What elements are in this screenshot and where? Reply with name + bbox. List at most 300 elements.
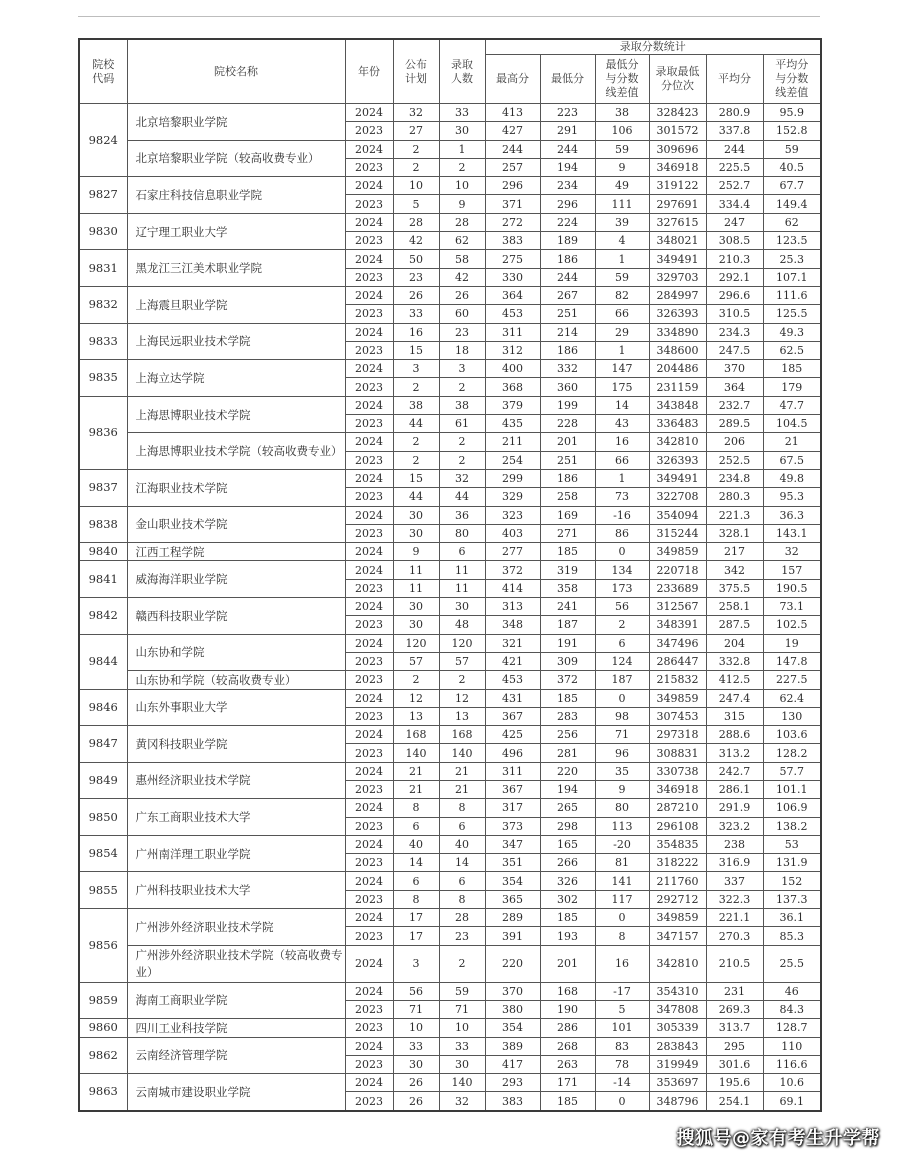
cell-avg-diff: 131.9 xyxy=(763,854,821,872)
header-avg: 平均分 xyxy=(706,55,763,104)
cell-min-rank: 346918 xyxy=(649,780,706,798)
cell-min-diff: 80 xyxy=(595,799,649,817)
cell-avg-score: 286.1 xyxy=(706,780,763,798)
cell-year: 2024 xyxy=(345,1074,393,1092)
cell-admitted: 1 xyxy=(439,140,485,158)
cell-admitted: 42 xyxy=(439,268,485,286)
cell-admitted: 40 xyxy=(439,835,485,853)
cell-admitted: 10 xyxy=(439,1019,485,1037)
table-row xyxy=(79,762,821,780)
school-name: 海南工商职业学院 xyxy=(127,982,345,1019)
school-name: 辽宁理工职业大学 xyxy=(127,213,345,250)
cell-max-score: 254 xyxy=(485,451,540,469)
school-name: 黄冈科技职业学院 xyxy=(127,726,345,763)
cell-avg-score: 225.5 xyxy=(706,158,763,176)
cell-min-rank: 231159 xyxy=(649,378,706,396)
cell-admitted: 2 xyxy=(439,378,485,396)
cell-avg-score: 322.3 xyxy=(706,890,763,908)
cell-max-score: 323 xyxy=(485,506,540,524)
cell-avg-diff: 25.3 xyxy=(763,250,821,268)
cell-plan: 2 xyxy=(393,433,439,451)
cell-min-score: 224 xyxy=(540,213,595,231)
cell-avg-score: 292.1 xyxy=(706,268,763,286)
cell-max-score: 275 xyxy=(485,250,540,268)
cell-admitted: 12 xyxy=(439,689,485,707)
cell-avg-score: 234.8 xyxy=(706,469,763,487)
cell-avg-diff: 95.3 xyxy=(763,488,821,506)
cell-min-diff: 56 xyxy=(595,598,649,616)
cell-min-score: 190 xyxy=(540,1000,595,1018)
cell-max-score: 330 xyxy=(485,268,540,286)
school-name: 上海思博职业技术学院（较高收费专业） xyxy=(127,433,345,470)
table-row xyxy=(79,799,821,817)
school-code: 9859 xyxy=(79,982,127,1019)
table-row xyxy=(79,360,821,378)
cell-avg-diff: 111.6 xyxy=(763,286,821,304)
cell-avg-score: 310.5 xyxy=(706,305,763,323)
cell-admitted: 26 xyxy=(439,286,485,304)
cell-year: 2023 xyxy=(345,524,393,542)
cell-min-rank: 309696 xyxy=(649,140,706,158)
cell-year: 2023 xyxy=(345,890,393,908)
cell-min-score: 168 xyxy=(540,982,595,1000)
cell-avg-diff: 69.1 xyxy=(763,1092,821,1111)
school-name: 赣西科技职业学院 xyxy=(127,598,345,635)
table-row xyxy=(79,177,821,195)
cell-year: 2024 xyxy=(345,396,393,414)
cell-avg-score: 280.3 xyxy=(706,488,763,506)
cell-avg-diff: 59 xyxy=(763,140,821,158)
cell-min-diff: 71 xyxy=(595,726,649,744)
cell-avg-diff: 190.5 xyxy=(763,579,821,597)
cell-min-score: 281 xyxy=(540,744,595,762)
cell-min-score: 185 xyxy=(540,1092,595,1111)
cell-admitted: 6 xyxy=(439,817,485,835)
cell-plan: 2 xyxy=(393,140,439,158)
cell-avg-diff: 62 xyxy=(763,213,821,231)
cell-plan: 30 xyxy=(393,506,439,524)
cell-avg-score: 231 xyxy=(706,982,763,1000)
cell-max-score: 312 xyxy=(485,341,540,359)
cell-year: 2024 xyxy=(345,561,393,579)
cell-avg-score: 316.9 xyxy=(706,854,763,872)
table-row xyxy=(79,835,821,853)
admission-score-table xyxy=(78,38,822,1112)
cell-plan: 120 xyxy=(393,634,439,652)
cell-year: 2024 xyxy=(345,1037,393,1055)
school-name: 云南经济管理学院 xyxy=(127,1037,345,1074)
cell-year: 2024 xyxy=(345,250,393,268)
cell-avg-score: 234.3 xyxy=(706,323,763,341)
cell-admitted: 33 xyxy=(439,104,485,122)
cell-admitted: 168 xyxy=(439,726,485,744)
cell-min-diff: 4 xyxy=(595,232,649,250)
cell-min-rank: 348600 xyxy=(649,341,706,359)
cell-avg-diff: 84.3 xyxy=(763,1000,821,1018)
school-code: 9838 xyxy=(79,506,127,543)
cell-avg-score: 342 xyxy=(706,561,763,579)
cell-max-score: 277 xyxy=(485,543,540,561)
cell-plan: 11 xyxy=(393,561,439,579)
cell-year: 2024 xyxy=(345,835,393,853)
school-name: 山东外事职业大学 xyxy=(127,689,345,726)
cell-admitted: 2 xyxy=(439,451,485,469)
cell-avg-diff: 138.2 xyxy=(763,817,821,835)
cell-avg-score: 244 xyxy=(706,140,763,158)
cell-min-diff: 0 xyxy=(595,543,649,561)
cell-max-score: 365 xyxy=(485,890,540,908)
cell-min-diff: 106 xyxy=(595,122,649,140)
cell-plan: 30 xyxy=(393,598,439,616)
cell-year: 2023 xyxy=(345,451,393,469)
cell-min-rank: 326393 xyxy=(649,451,706,469)
cell-avg-diff: 152 xyxy=(763,872,821,890)
cell-min-rank: 322708 xyxy=(649,488,706,506)
cell-min-diff: 8 xyxy=(595,927,649,945)
cell-avg-score: 328.1 xyxy=(706,524,763,542)
cell-min-diff: -20 xyxy=(595,835,649,853)
cell-admitted: 80 xyxy=(439,524,485,542)
cell-min-diff: 16 xyxy=(595,433,649,451)
cell-min-diff: 9 xyxy=(595,780,649,798)
table-row xyxy=(79,1037,821,1055)
school-name: 上海震旦职业学院 xyxy=(127,286,345,323)
cell-avg-diff: 25.5 xyxy=(763,945,821,982)
cell-min-rank: 353697 xyxy=(649,1074,706,1092)
cell-min-diff: 39 xyxy=(595,213,649,231)
cell-avg-score: 258.1 xyxy=(706,598,763,616)
cell-min-diff: 29 xyxy=(595,323,649,341)
cell-year: 2024 xyxy=(345,104,393,122)
table-row xyxy=(79,104,821,122)
cell-max-score: 417 xyxy=(485,1055,540,1073)
cell-year: 2024 xyxy=(345,982,393,1000)
cell-admitted: 61 xyxy=(439,415,485,433)
cell-year: 2023 xyxy=(345,817,393,835)
cell-admitted: 59 xyxy=(439,982,485,1000)
header-min-diff: 最低分 与分数 线差值 xyxy=(595,55,649,104)
cell-year: 2023 xyxy=(345,488,393,506)
cell-admitted: 48 xyxy=(439,616,485,634)
cell-plan: 30 xyxy=(393,616,439,634)
cell-avg-score: 210.5 xyxy=(706,945,763,982)
cell-plan: 8 xyxy=(393,890,439,908)
table-row xyxy=(79,598,821,616)
school-name: 四川工业科技学院 xyxy=(127,1019,345,1037)
cell-min-score: 251 xyxy=(540,305,595,323)
cell-min-score: 171 xyxy=(540,1074,595,1092)
cell-min-rank: 328423 xyxy=(649,104,706,122)
cell-admitted: 120 xyxy=(439,634,485,652)
cell-min-score: 185 xyxy=(540,543,595,561)
cell-max-score: 272 xyxy=(485,213,540,231)
cell-min-score: 186 xyxy=(540,469,595,487)
cell-plan: 2 xyxy=(393,378,439,396)
cell-plan: 71 xyxy=(393,1000,439,1018)
cell-min-diff: 43 xyxy=(595,415,649,433)
school-code: 9860 xyxy=(79,1019,127,1037)
cell-admitted: 10 xyxy=(439,177,485,195)
cell-plan: 32 xyxy=(393,104,439,122)
cell-min-diff: 82 xyxy=(595,286,649,304)
cell-avg-score: 280.9 xyxy=(706,104,763,122)
cell-avg-score: 238 xyxy=(706,835,763,853)
table-body xyxy=(79,104,821,1111)
cell-plan: 23 xyxy=(393,268,439,286)
cell-min-score: 185 xyxy=(540,909,595,927)
cell-admitted: 28 xyxy=(439,213,485,231)
cell-avg-diff: 128.7 xyxy=(763,1019,821,1037)
cell-max-score: 348 xyxy=(485,616,540,634)
cell-plan: 26 xyxy=(393,1092,439,1111)
cell-avg-score: 247.4 xyxy=(706,689,763,707)
school-code: 9827 xyxy=(79,177,127,214)
cell-min-rank: 301572 xyxy=(649,122,706,140)
cell-avg-diff: 104.5 xyxy=(763,415,821,433)
cell-year: 2023 xyxy=(345,378,393,396)
cell-min-score: 298 xyxy=(540,817,595,835)
cell-min-diff: 66 xyxy=(595,451,649,469)
cell-admitted: 8 xyxy=(439,890,485,908)
cell-min-score: 358 xyxy=(540,579,595,597)
cell-min-diff: 66 xyxy=(595,305,649,323)
cell-max-score: 211 xyxy=(485,433,540,451)
cell-min-diff: 0 xyxy=(595,1092,649,1111)
cell-avg-diff: 130 xyxy=(763,707,821,725)
cell-min-score: 214 xyxy=(540,323,595,341)
cell-admitted: 140 xyxy=(439,744,485,762)
cell-avg-score: 288.6 xyxy=(706,726,763,744)
school-code: 9837 xyxy=(79,469,127,506)
header-plan: 公布 计划 xyxy=(393,39,439,104)
cell-admitted: 2 xyxy=(439,433,485,451)
cell-min-score: 201 xyxy=(540,945,595,982)
table-row xyxy=(79,396,821,414)
cell-admitted: 13 xyxy=(439,707,485,725)
cell-min-diff: 38 xyxy=(595,104,649,122)
cell-plan: 140 xyxy=(393,744,439,762)
cell-plan: 26 xyxy=(393,286,439,304)
cell-admitted: 60 xyxy=(439,305,485,323)
cell-admitted: 2 xyxy=(439,945,485,982)
cell-admitted: 2 xyxy=(439,671,485,689)
cell-plan: 13 xyxy=(393,707,439,725)
cell-min-rank: 215832 xyxy=(649,671,706,689)
header-name: 院校名称 xyxy=(127,39,345,104)
cell-admitted: 71 xyxy=(439,1000,485,1018)
cell-min-score: 326 xyxy=(540,872,595,890)
cell-min-diff: 59 xyxy=(595,268,649,286)
cell-plan: 6 xyxy=(393,872,439,890)
cell-year: 2024 xyxy=(345,469,393,487)
school-code: 9846 xyxy=(79,689,127,726)
cell-year: 2023 xyxy=(345,927,393,945)
cell-min-rank: 297691 xyxy=(649,195,706,213)
cell-avg-diff: 73.1 xyxy=(763,598,821,616)
table-row xyxy=(79,689,821,707)
cell-year: 2024 xyxy=(345,689,393,707)
cell-min-score: 193 xyxy=(540,927,595,945)
cell-avg-diff: 40.5 xyxy=(763,158,821,176)
table-row xyxy=(79,506,821,524)
cell-max-score: 371 xyxy=(485,195,540,213)
cell-avg-score: 206 xyxy=(706,433,763,451)
cell-min-diff: 14 xyxy=(595,396,649,414)
cell-min-rank: 347808 xyxy=(649,1000,706,1018)
cell-year: 2023 xyxy=(345,341,393,359)
cell-max-score: 496 xyxy=(485,744,540,762)
cell-min-score: 244 xyxy=(540,268,595,286)
cell-max-score: 367 xyxy=(485,780,540,798)
cell-avg-diff: 19 xyxy=(763,634,821,652)
cell-min-score: 194 xyxy=(540,780,595,798)
cell-year: 2024 xyxy=(345,909,393,927)
cell-avg-diff: 21 xyxy=(763,433,821,451)
cell-plan: 14 xyxy=(393,854,439,872)
cell-min-rank: 334890 xyxy=(649,323,706,341)
cell-max-score: 383 xyxy=(485,232,540,250)
cell-avg-score: 247.5 xyxy=(706,341,763,359)
cell-min-score: 332 xyxy=(540,360,595,378)
cell-plan: 27 xyxy=(393,122,439,140)
cell-max-score: 400 xyxy=(485,360,540,378)
cell-min-rank: 319122 xyxy=(649,177,706,195)
cell-min-rank: 346918 xyxy=(649,158,706,176)
cell-min-diff: 83 xyxy=(595,1037,649,1055)
cell-admitted: 23 xyxy=(439,927,485,945)
cell-year: 2023 xyxy=(345,1019,393,1037)
cell-min-diff: 59 xyxy=(595,140,649,158)
school-name: 石家庄科技信息职业学院 xyxy=(127,177,345,214)
school-name: 广东工商职业技术大学 xyxy=(127,799,345,836)
table-row xyxy=(79,213,821,231)
cell-avg-score: 287.5 xyxy=(706,616,763,634)
cell-max-score: 373 xyxy=(485,817,540,835)
cell-min-score: 234 xyxy=(540,177,595,195)
cell-min-rank: 349491 xyxy=(649,469,706,487)
cell-min-score: 302 xyxy=(540,890,595,908)
cell-plan: 17 xyxy=(393,909,439,927)
cell-min-rank: 327615 xyxy=(649,213,706,231)
header-admitted: 录取 人数 xyxy=(439,39,485,104)
cell-min-diff: 101 xyxy=(595,1019,649,1037)
header-year: 年份 xyxy=(345,39,393,104)
cell-avg-diff: 227.5 xyxy=(763,671,821,689)
cell-avg-score: 332.8 xyxy=(706,652,763,670)
cell-admitted: 14 xyxy=(439,854,485,872)
cell-min-diff: 1 xyxy=(595,341,649,359)
cell-min-score: 372 xyxy=(540,671,595,689)
school-code: 9856 xyxy=(79,909,127,983)
cell-min-rank: 211760 xyxy=(649,872,706,890)
cell-year: 2023 xyxy=(345,744,393,762)
cell-min-rank: 347496 xyxy=(649,634,706,652)
cell-year: 2024 xyxy=(345,945,393,982)
cell-min-diff: 6 xyxy=(595,634,649,652)
cell-max-score: 427 xyxy=(485,122,540,140)
header-stats-group: 录取分数统计 xyxy=(485,39,821,55)
cell-avg-diff: 32 xyxy=(763,543,821,561)
school-name: 金山职业技术学院 xyxy=(127,506,345,543)
cell-max-score: 453 xyxy=(485,305,540,323)
cell-min-diff: 113 xyxy=(595,817,649,835)
cell-year: 2023 xyxy=(345,268,393,286)
cell-year: 2024 xyxy=(345,433,393,451)
cell-avg-score: 323.2 xyxy=(706,817,763,835)
cell-avg-score: 296.6 xyxy=(706,286,763,304)
cell-year: 2024 xyxy=(345,213,393,231)
cell-year: 2024 xyxy=(345,360,393,378)
school-code: 9863 xyxy=(79,1074,127,1111)
cell-avg-score: 313.7 xyxy=(706,1019,763,1037)
cell-min-score: 268 xyxy=(540,1037,595,1055)
cell-min-diff: 117 xyxy=(595,890,649,908)
cell-min-rank: 354094 xyxy=(649,506,706,524)
cell-min-rank: 286447 xyxy=(649,652,706,670)
table-row xyxy=(79,634,821,652)
cell-max-score: 313 xyxy=(485,598,540,616)
table-row xyxy=(79,671,821,689)
cell-admitted: 2 xyxy=(439,158,485,176)
cell-admitted: 18 xyxy=(439,341,485,359)
school-name: 黑龙江三江美术职业学院 xyxy=(127,250,345,287)
cell-min-rank: 354310 xyxy=(649,982,706,1000)
cell-plan: 8 xyxy=(393,799,439,817)
cell-min-diff: 98 xyxy=(595,707,649,725)
school-code: 9862 xyxy=(79,1037,127,1074)
cell-avg-score: 254.1 xyxy=(706,1092,763,1111)
cell-min-rank: 343848 xyxy=(649,396,706,414)
cell-avg-diff: 36.1 xyxy=(763,909,821,927)
cell-min-score: 319 xyxy=(540,561,595,579)
table-row xyxy=(79,433,821,451)
cell-min-rank: 349859 xyxy=(649,689,706,707)
cell-admitted: 62 xyxy=(439,232,485,250)
cell-max-score: 421 xyxy=(485,652,540,670)
cell-plan: 16 xyxy=(393,323,439,341)
cell-avg-diff: 36.3 xyxy=(763,506,821,524)
cell-min-score: 228 xyxy=(540,415,595,433)
cell-min-diff: 1 xyxy=(595,250,649,268)
cell-avg-score: 252.5 xyxy=(706,451,763,469)
cell-min-diff: 141 xyxy=(595,872,649,890)
cell-min-rank: 283843 xyxy=(649,1037,706,1055)
cell-admitted: 3 xyxy=(439,360,485,378)
cell-avg-score: 269.3 xyxy=(706,1000,763,1018)
cell-year: 2024 xyxy=(345,177,393,195)
cell-min-rank: 233689 xyxy=(649,579,706,597)
cell-max-score: 311 xyxy=(485,762,540,780)
cell-year: 2024 xyxy=(345,726,393,744)
cell-max-score: 383 xyxy=(485,1092,540,1111)
table-row xyxy=(79,140,821,158)
cell-avg-score: 337.8 xyxy=(706,122,763,140)
header-code: 院校 代码 xyxy=(79,39,127,104)
school-name: 威海海洋职业学院 xyxy=(127,561,345,598)
cell-admitted: 58 xyxy=(439,250,485,268)
cell-admitted: 36 xyxy=(439,506,485,524)
cell-max-score: 293 xyxy=(485,1074,540,1092)
table-row xyxy=(79,909,821,927)
cell-min-diff: 147 xyxy=(595,360,649,378)
cell-plan: 12 xyxy=(393,689,439,707)
header-max: 最高分 xyxy=(485,55,540,104)
school-code: 9833 xyxy=(79,323,127,360)
cell-min-diff: 124 xyxy=(595,652,649,670)
cell-avg-diff: 185 xyxy=(763,360,821,378)
cell-min-rank: 342810 xyxy=(649,433,706,451)
cell-avg-score: 270.3 xyxy=(706,927,763,945)
